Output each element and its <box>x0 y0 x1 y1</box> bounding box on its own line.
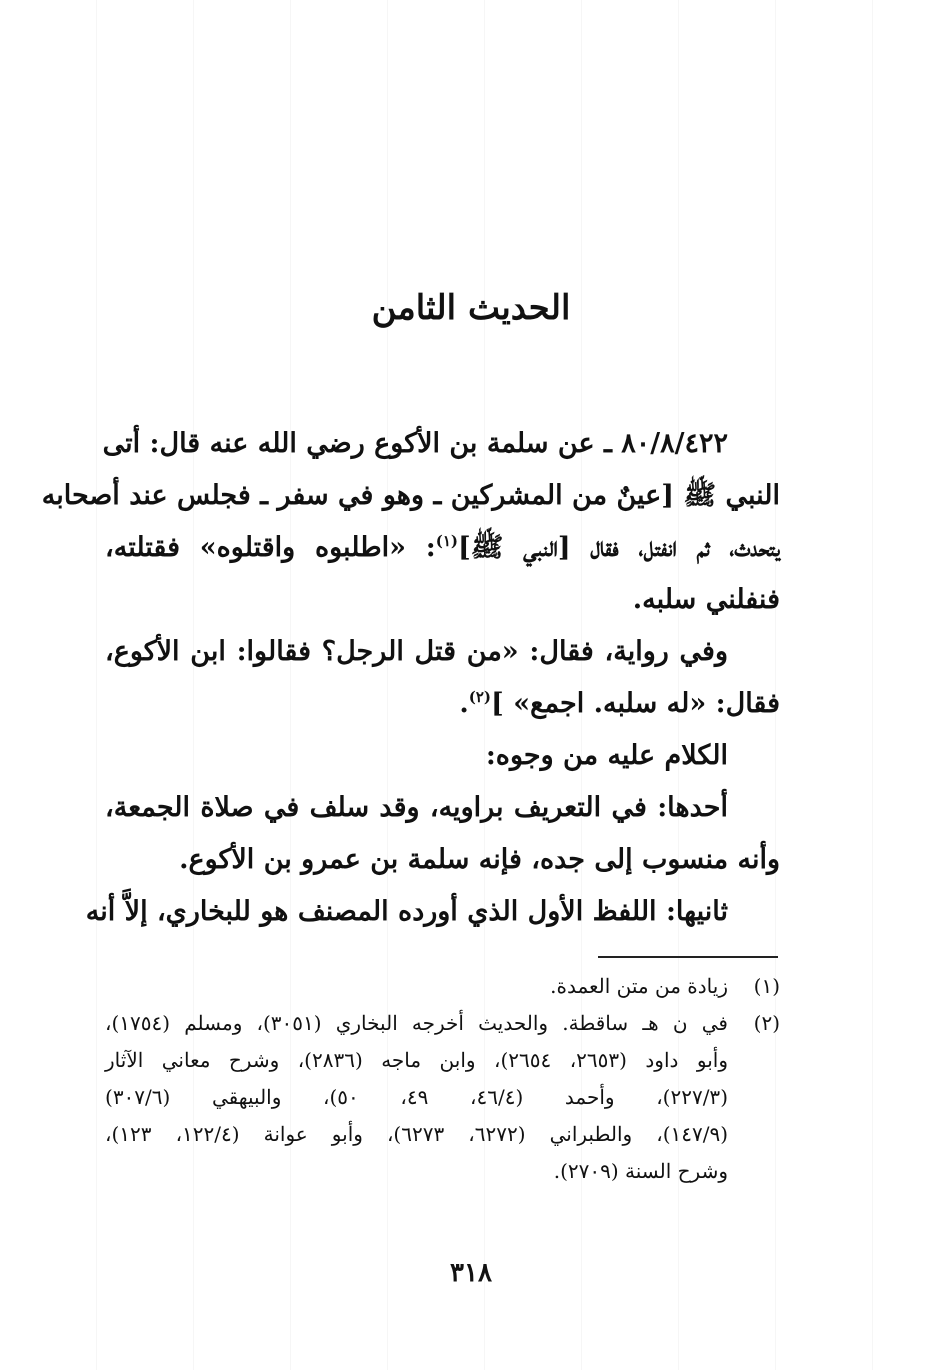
commentary-point-2 <box>85 886 780 938</box>
text-segment: يتحدث، ثم انفتل، فقال [النبي ﷺ] <box>457 532 781 563</box>
footnote-line: وأبو داود (٢٦٥٣، ٢٦٥٤)، وابن ماجه (٢٨٣٦)، وشرح معاني الآثار <box>105 1048 729 1072</box>
text-line: ثانيها: اللفظ الأول الذي أورده المصنف هو للبخاري، إلاَّ أنه <box>85 896 728 927</box>
page-number: ٣١٨ <box>450 1258 492 1288</box>
footnote-line: في ن هـ ساقطة. والحديث أخرجه البخاري (٣٠٥١)، ومسلم (١٧٥٤)، <box>105 1011 728 1035</box>
text-line: وفي رواية، فقال: «من قتل الرجل؟ فقالوا: ابن الأكوع، <box>105 636 728 667</box>
footnote-number: (٢) <box>753 1011 780 1035</box>
narration-paragraph <box>105 626 780 730</box>
text-line <box>105 678 780 730</box>
footnote-ref: (١) <box>435 532 458 550</box>
commentary-intro <box>105 730 780 782</box>
hadith-paragraph <box>41 418 781 626</box>
section-heading: الحديث الثامن <box>371 288 571 328</box>
footnote-line: (٢٢٧/٣)، وأحمد (٤٦/٤، ٤٩، ٥٠)، والبيهقي (٣٠٧/٦) <box>105 1085 728 1109</box>
footnote-line: زيادة من متن العمدة. <box>550 974 728 998</box>
text-line <box>105 522 780 574</box>
text-segment: . <box>459 688 469 719</box>
footnote-1 <box>105 968 780 1005</box>
text-line: ٨٠/٨/٤٢٢ ـ عن سلمة بن الأكوع رضي الله عنه قال: أتى <box>102 428 728 459</box>
text-line: الكلام عليه من وجوه: <box>485 740 728 771</box>
commentary-point-1 <box>105 782 780 886</box>
text-segment: : «اطلبوه واقتلوه» فقتلته، <box>105 532 436 563</box>
footnote-separator <box>598 956 778 958</box>
footnote-number: (١) <box>753 974 780 998</box>
text-line: فنفلني سلبه. <box>632 584 780 615</box>
footnote-ref: (٢) <box>468 688 492 706</box>
footnote-line: وشرح السنة (٢٧٠٩). <box>553 1159 728 1183</box>
footnote-line: (١٤٧/٩)، والطبراني (٦٢٧٢، ٦٢٧٣)، وأبو عوانة (١٢٢/٤، ١٢٣)، <box>105 1122 729 1146</box>
text-segment: فقال: «له سلبه. اجمع» ] <box>491 688 780 719</box>
text-line: النبي ﷺ [عينٌ من المشركين ـ وهو في سفر ـ فجلس عند أصحابه <box>41 480 780 511</box>
footnote-2 <box>105 1005 780 1190</box>
footnotes <box>105 968 780 1190</box>
text-line: أحدها: في التعريف براويه، وقد سلف في صلاة الجمعة، <box>105 792 728 823</box>
text-line: وأنه منسوب إلى جده، فإنه سلمة بن عمرو بن الأكوع. <box>179 844 780 875</box>
